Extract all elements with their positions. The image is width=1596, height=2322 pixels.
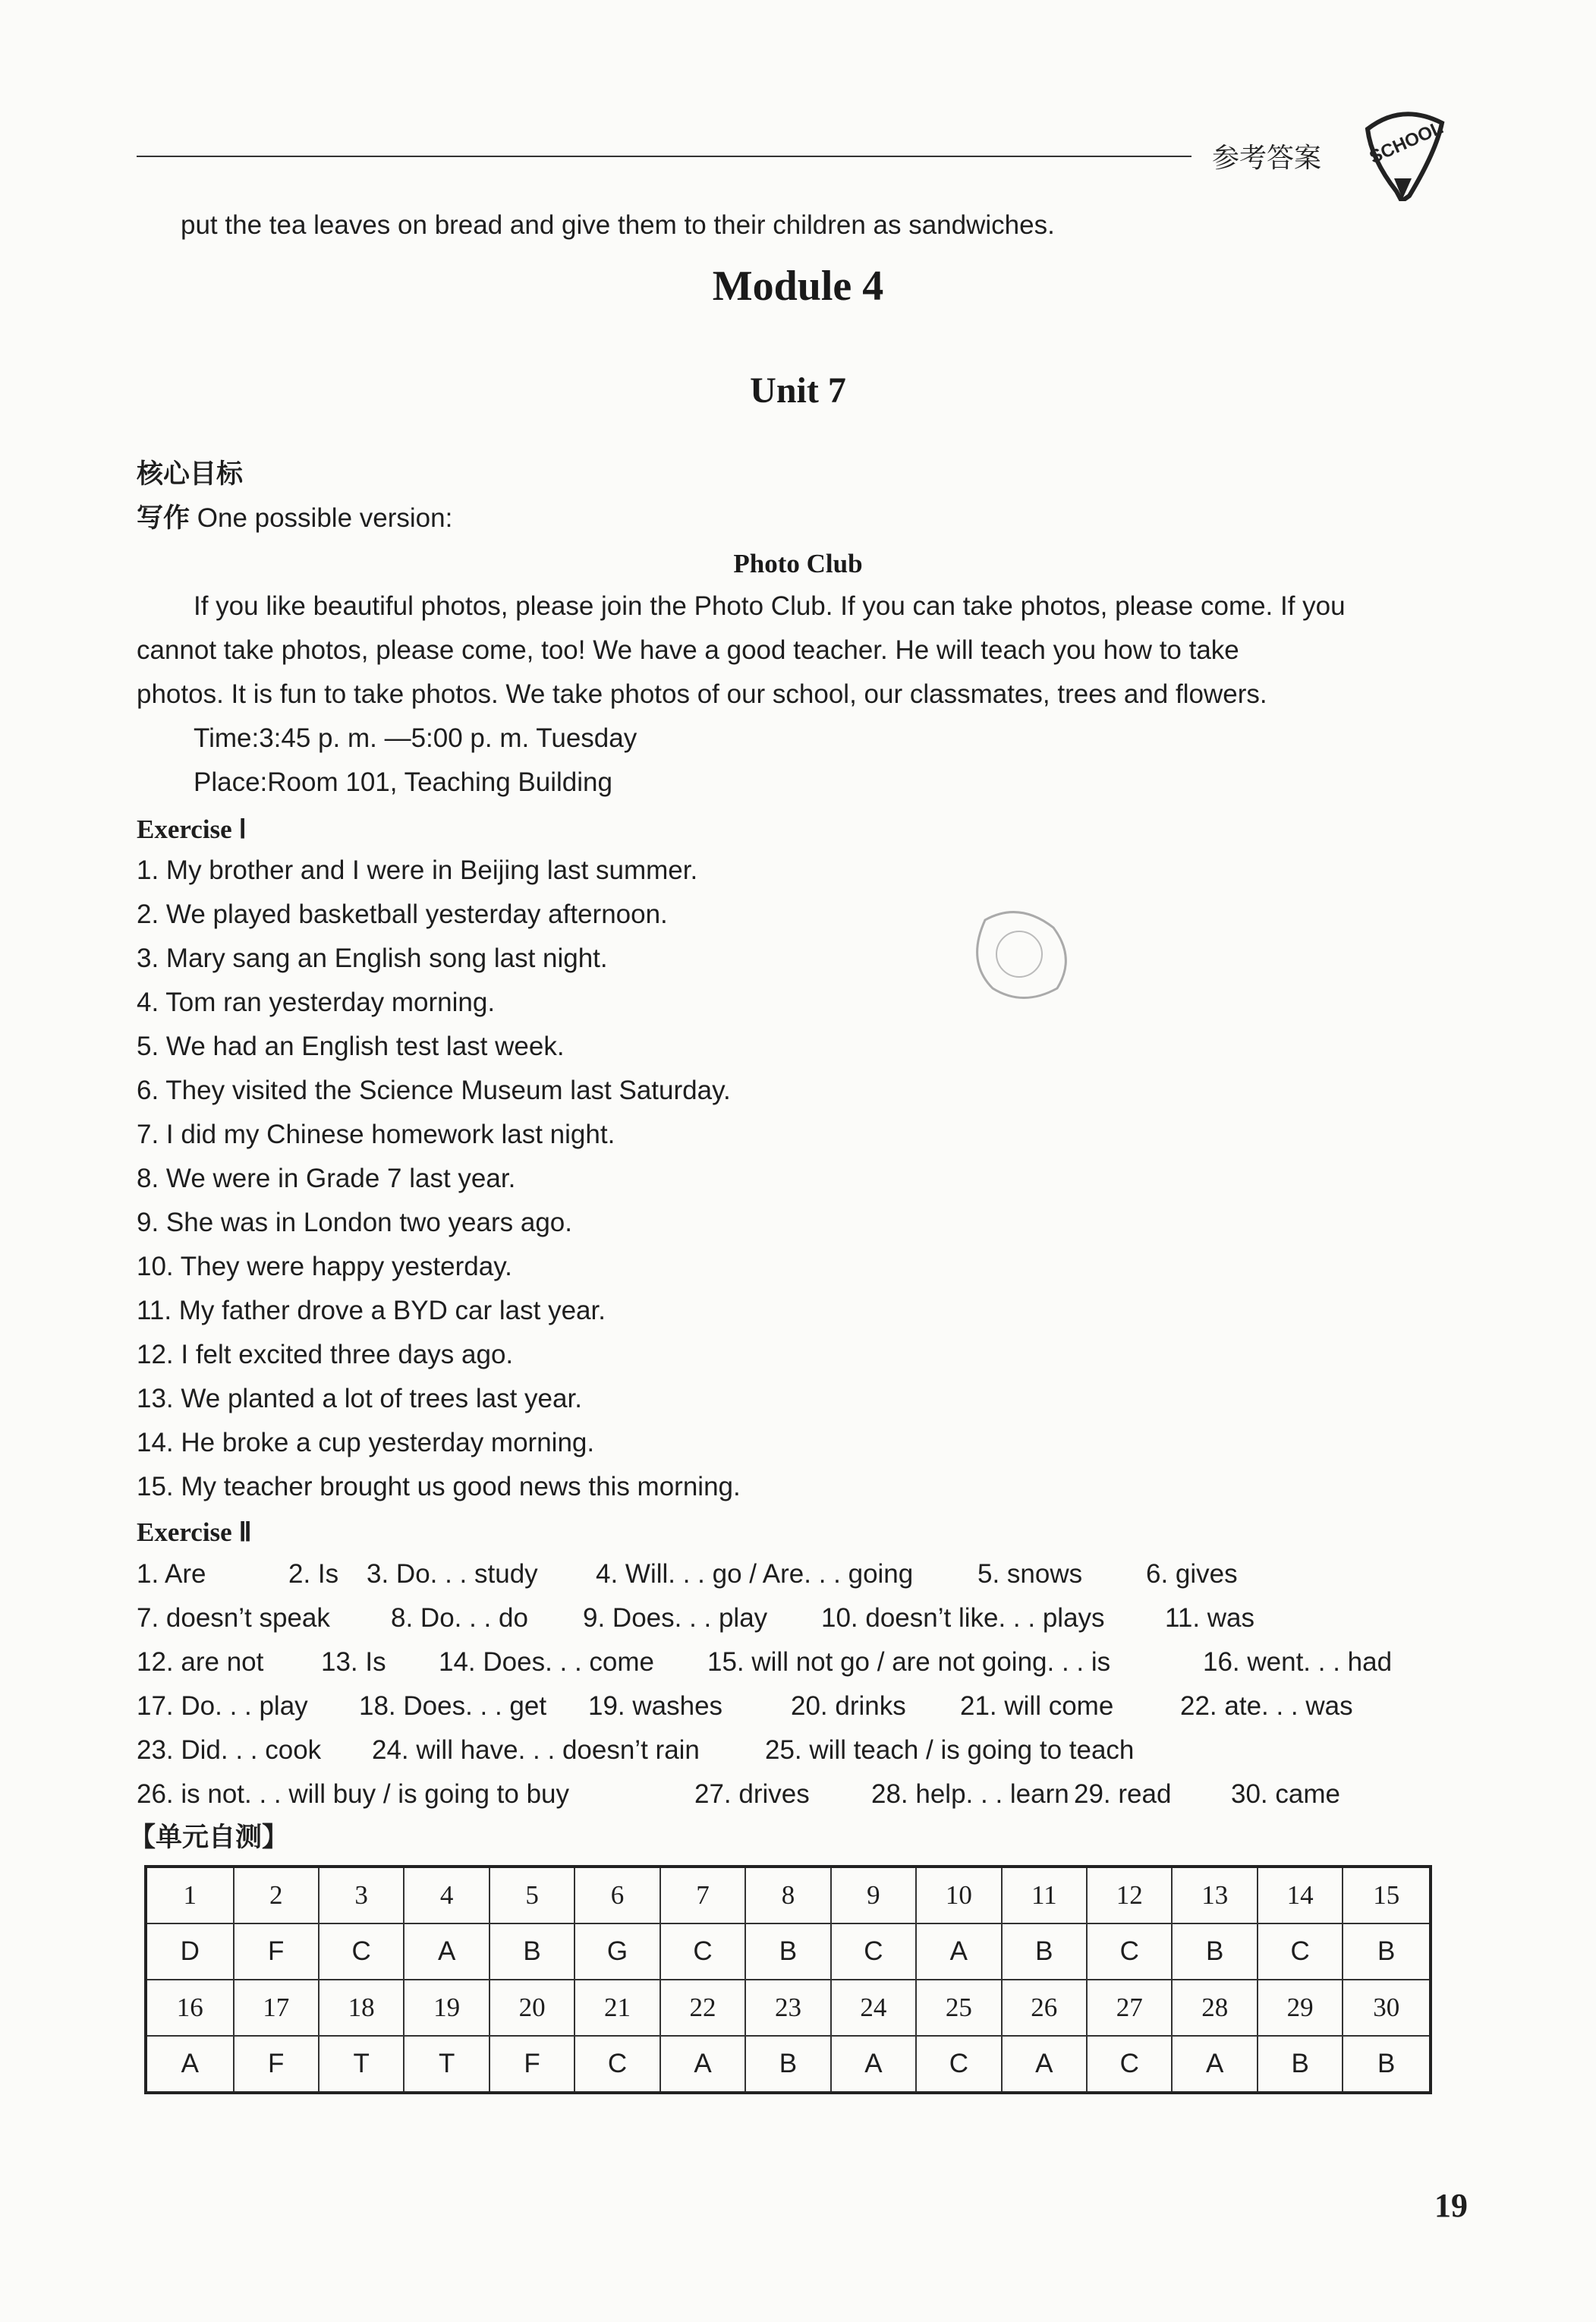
exercise2-heading: Exercise Ⅱ	[137, 1517, 252, 1547]
list-item: 15. My teacher brought us good news this morning.	[137, 1472, 741, 1501]
question-number-cell: 7	[660, 1867, 745, 1923]
list-item: 11. My father drove a BYD car last year.	[137, 1296, 606, 1325]
exercise1-list	[137, 849, 741, 1509]
answer-cell: F	[234, 2036, 319, 2093]
table-row	[146, 1980, 1431, 2036]
unit-title: Unit 7	[750, 370, 846, 411]
answer-item: 1. Are	[137, 1559, 206, 1589]
answer-cell: D	[146, 1923, 234, 1980]
answer-item: 19. washes	[588, 1691, 723, 1721]
list-item: 10. They were happy yesterday.	[137, 1252, 512, 1281]
list-item: 9. She was in London two years ago.	[137, 1208, 572, 1237]
answer-item: 28. help. . . learn	[871, 1779, 1069, 1809]
essay-line-2: cannot take photos, please come, too! We have a good teacher. He will teach you how to take	[137, 635, 1239, 665]
header-rule	[137, 156, 1191, 157]
answer-cell: B	[1343, 1923, 1431, 1980]
answer-cell: B	[490, 1923, 574, 1980]
answer-cell: B	[745, 1923, 830, 1980]
question-number-cell: 6	[574, 1867, 659, 1923]
answer-item: 8. Do. . . do	[391, 1603, 528, 1633]
essay-line-3: photos. It is fun to take photos. We take photos of our school, our classmates, trees and flowers.	[137, 679, 1267, 709]
writing-label: 写作	[137, 503, 190, 534]
answer-item: 20. drinks	[791, 1691, 906, 1721]
question-number-cell: 5	[490, 1867, 574, 1923]
list-item: 8. We were in Grade 7 last year.	[137, 1164, 516, 1193]
answer-cell: C	[660, 1923, 745, 1980]
school-logo-icon	[1352, 106, 1451, 201]
school-logo-text: SCHOOL	[1366, 117, 1446, 169]
table-row	[146, 2036, 1431, 2093]
answer-cell: C	[831, 1923, 916, 1980]
answer-cell: B	[745, 2036, 830, 2093]
answer-cell: F	[490, 2036, 574, 2093]
answer-item: 16. went. . . had	[1203, 1647, 1393, 1677]
header-title: 参考答案	[1212, 143, 1322, 174]
answer-cell: A	[1172, 2036, 1257, 2093]
answer-item: 26. is not. . . will buy / is going to buy	[137, 1779, 570, 1809]
answer-cell: A	[831, 2036, 916, 2093]
essay-time: Time:3:45 p. m. —5:00 p. m. Tuesday	[194, 723, 637, 753]
answer-item: 17. Do. . . play	[137, 1691, 308, 1721]
question-number-cell: 18	[319, 1980, 404, 2036]
answer-row	[137, 1596, 1442, 1640]
answer-item: 2. Is	[288, 1559, 339, 1589]
question-number-cell: 4	[404, 1867, 489, 1923]
answer-item: 11. was	[1165, 1603, 1255, 1633]
answer-item: 5. snows	[977, 1559, 1083, 1589]
question-number-cell: 13	[1172, 1867, 1257, 1923]
answer-cell: B	[1002, 1923, 1087, 1980]
answer-cell: A	[660, 2036, 745, 2093]
writing-note: One possible version:	[197, 503, 453, 533]
intro-line: put the tea leaves on bread and give them to their children as sandwiches.	[181, 210, 1055, 240]
answer-item: 18. Does. . . get	[359, 1691, 547, 1721]
list-item: 14. He broke a cup yesterday morning.	[137, 1428, 595, 1457]
table-row	[146, 1867, 1431, 1923]
question-number-cell: 20	[490, 1980, 574, 2036]
list-item: 3. Mary sang an English song last night.	[137, 944, 608, 973]
answer-cell: T	[319, 2036, 404, 2093]
answer-cell: A	[404, 1923, 489, 1980]
answer-row	[137, 1684, 1442, 1728]
question-number-cell: 8	[745, 1867, 830, 1923]
question-number-cell: 24	[831, 1980, 916, 2036]
answer-item: 21. will come	[960, 1691, 1114, 1721]
essay-title: Photo Club	[733, 549, 863, 578]
answer-item: 15. will not go / are not going. . . is	[707, 1647, 1111, 1677]
answer-cell: A	[146, 2036, 234, 2093]
self-test-table	[144, 1865, 1432, 2094]
answer-item: 29. read	[1074, 1779, 1172, 1809]
answer-cell: A	[916, 1923, 1001, 1980]
question-number-cell: 17	[234, 1980, 319, 2036]
page-number: 19	[1434, 2187, 1468, 2224]
answer-item: 9. Does. . . play	[583, 1603, 768, 1633]
answer-item: 24. will have. . . doesn’t rain	[372, 1735, 700, 1765]
answer-item: 12. are not	[137, 1647, 264, 1677]
question-number-cell: 30	[1343, 1980, 1431, 2036]
answer-cell: B	[1258, 2036, 1343, 2093]
essay-line-1: If you like beautiful photos, please join the Photo Club. If you can take photos, please come. If you	[194, 591, 1346, 621]
answer-cell: G	[574, 1923, 659, 1980]
list-item: 1. My brother and I were in Beijing last summer.	[137, 855, 698, 885]
answer-cell: B	[1172, 1923, 1257, 1980]
self-test-heading: 【单元自测】	[129, 1823, 289, 1853]
answer-item: 13. Is	[321, 1647, 386, 1677]
list-item: 12. I felt excited three days ago.	[137, 1340, 514, 1369]
question-number-cell: 25	[916, 1980, 1001, 2036]
list-item: 13. We planted a lot of trees last year.	[137, 1384, 582, 1413]
answer-item: 4. Will. . . go / Are. . . going	[596, 1559, 914, 1589]
question-number-cell: 3	[319, 1867, 404, 1923]
question-number-cell: 9	[831, 1867, 916, 1923]
answer-row	[137, 1640, 1442, 1684]
essay-place: Place:Room 101, Teaching Building	[194, 767, 612, 797]
question-number-cell: 14	[1258, 1867, 1343, 1923]
answer-item: 7. doesn’t speak	[137, 1603, 330, 1633]
watermark-stamp-icon	[962, 905, 1076, 1003]
question-number-cell: 23	[745, 1980, 830, 2036]
answer-item: 14. Does. . . come	[439, 1647, 655, 1677]
answer-cell: C	[1087, 2036, 1172, 2093]
module-title: Module 4	[712, 263, 884, 310]
list-item: 6. They visited the Science Museum last Saturday.	[137, 1076, 731, 1105]
answer-item: 23. Did. . . cook	[137, 1735, 322, 1765]
answer-cell: C	[574, 2036, 659, 2093]
answer-cell: B	[1343, 2036, 1431, 2093]
answer-cell: C	[319, 1923, 404, 1980]
answer-item: 25. will teach / is going to teach	[765, 1735, 1135, 1765]
answer-cell: T	[404, 2036, 489, 2093]
list-item: 2. We played basketball yesterday afternoon.	[137, 899, 668, 929]
writing-line	[137, 496, 452, 540]
question-number-cell: 15	[1343, 1867, 1431, 1923]
list-item: 4. Tom ran yesterday morning.	[137, 988, 496, 1017]
answer-cell: C	[1087, 1923, 1172, 1980]
question-number-cell: 22	[660, 1980, 745, 2036]
answer-row	[137, 1552, 1442, 1596]
answer-cell: C	[1258, 1923, 1343, 1980]
question-number-cell: 28	[1172, 1980, 1257, 2036]
answer-item: 22. ate. . . was	[1180, 1691, 1353, 1721]
answer-cell: C	[916, 2036, 1001, 2093]
question-number-cell: 27	[1087, 1980, 1172, 2036]
table-row	[146, 1923, 1431, 1980]
question-number-cell: 2	[234, 1867, 319, 1923]
question-number-cell: 29	[1258, 1980, 1343, 2036]
list-item: 7. I did my Chinese homework last night.	[137, 1120, 615, 1149]
list-item: 5. We had an English test last week.	[137, 1032, 565, 1061]
exercise1-heading: Exercise Ⅰ	[137, 814, 247, 844]
question-number-cell: 21	[574, 1980, 659, 2036]
answer-item: 30. came	[1231, 1779, 1340, 1809]
core-heading: 核心目标	[137, 459, 244, 490]
answer-cell: A	[1002, 2036, 1087, 2093]
answer-row	[137, 1772, 1442, 1816]
answer-row	[137, 1728, 1442, 1772]
question-number-cell: 26	[1002, 1980, 1087, 2036]
exercise2-answers	[137, 1552, 1442, 1816]
answer-item: 10. doesn’t like. . . plays	[821, 1603, 1105, 1633]
question-number-cell: 19	[404, 1980, 489, 2036]
question-number-cell: 16	[146, 1980, 234, 2036]
question-number-cell: 10	[916, 1867, 1001, 1923]
question-number-cell: 1	[146, 1867, 234, 1923]
question-number-cell: 12	[1087, 1867, 1172, 1923]
question-number-cell: 11	[1002, 1867, 1087, 1923]
answer-item: 6. gives	[1146, 1559, 1238, 1589]
answer-cell: F	[234, 1923, 319, 1980]
answer-item: 27. drives	[694, 1779, 810, 1809]
answer-item: 3. Do. . . study	[367, 1559, 538, 1589]
